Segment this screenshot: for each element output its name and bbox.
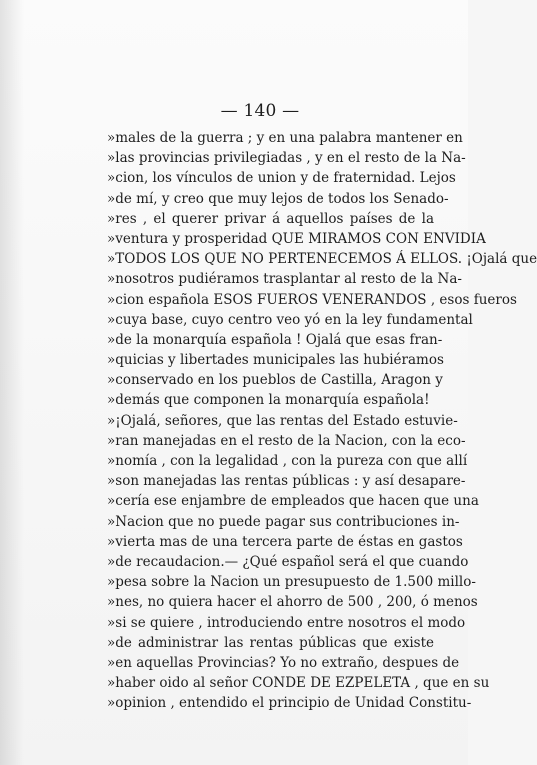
text-line: »haber oido al señor CONDE DE EZPELETA , que en su — [107, 675, 490, 692]
text-line: »pesa sobre la Nacion un presupuesto de 1.500 millo- — [107, 574, 476, 591]
text-line: »en aquellas Provincias? Yo no extraño, despues de — [107, 654, 460, 671]
body-text — [107, 128, 537, 713]
page-number: — 140 — — [220, 101, 300, 121]
text-line: »de recaudacion.— ¿Qué español será el que cuando — [107, 553, 469, 570]
text-line: »de administrar las rentas públicas que existe — [107, 634, 434, 651]
text-line: »conservado en los pueblos de Castilla, Aragon y — [107, 372, 443, 389]
text-line: »las provincias privilegiadas , y en el resto de la Na- — [107, 150, 466, 167]
text-line: »res , el querer privar á aquellos países de la — [107, 210, 434, 227]
text-line: »Nacion que no puede pagar sus contribuciones in- — [107, 513, 460, 530]
text-line: »nomía , con la legalidad , con la pureza con que allí — [107, 453, 468, 469]
text-line: »cuya base, cuyo centro veo yó en la ley fundamental — [107, 311, 473, 328]
text-line: »vierta mas de una tercera parte de éstas en gastos — [107, 533, 463, 550]
text-line: »males de la guerra ; y en una palabra mantener en — [107, 130, 463, 146]
text-line: »ventura y prosperidad QUE MIRAMOS CON ENVIDIA — [107, 230, 486, 247]
text-line: »ran manejadas en el resto de la Nacion, con la eco- — [107, 432, 466, 449]
text-line: »si se quiere , introduciendo entre nosotros el modo — [107, 614, 466, 631]
text-line: »demás que componen la monarquía española! — [107, 392, 430, 409]
text-line: »quicias y libertades municipales las hubiéramos — [107, 352, 444, 369]
text-line: »TODOS LOS QUE NO PERTENECEMOS Á ELLOS. ¡Ojalá que — [107, 251, 537, 268]
text-line: »de la monarquía española ! Ojalá que esas fran- — [107, 331, 443, 348]
text-line: »cion española ESOS FUEROS VENERANDOS , esos fueros — [107, 291, 517, 308]
text-line: »opinion , entendido el principio de Unidad Constitu- — [107, 695, 472, 712]
text-line: »¡Ojalá, señores, que las rentas del Estado estuvie- — [107, 412, 458, 429]
text-line: »nosotros pudiéramos trasplantar al resto de la Na- — [107, 271, 462, 288]
text-line: »nes, no quiera hacer el ahorro de 500 , 200, ó menos — [107, 594, 478, 611]
text-line: »son manejadas las rentas públicas : y así desapare- — [107, 473, 466, 490]
text-line: »cion, los vínculos de union y de fraternidad. Lejos — [107, 170, 456, 187]
text-line: »de mí, y creo que muy lejos de todos los Senado- — [107, 190, 449, 207]
text-line: »cería ese enjambre de empleados que hacen que una — [107, 493, 479, 510]
